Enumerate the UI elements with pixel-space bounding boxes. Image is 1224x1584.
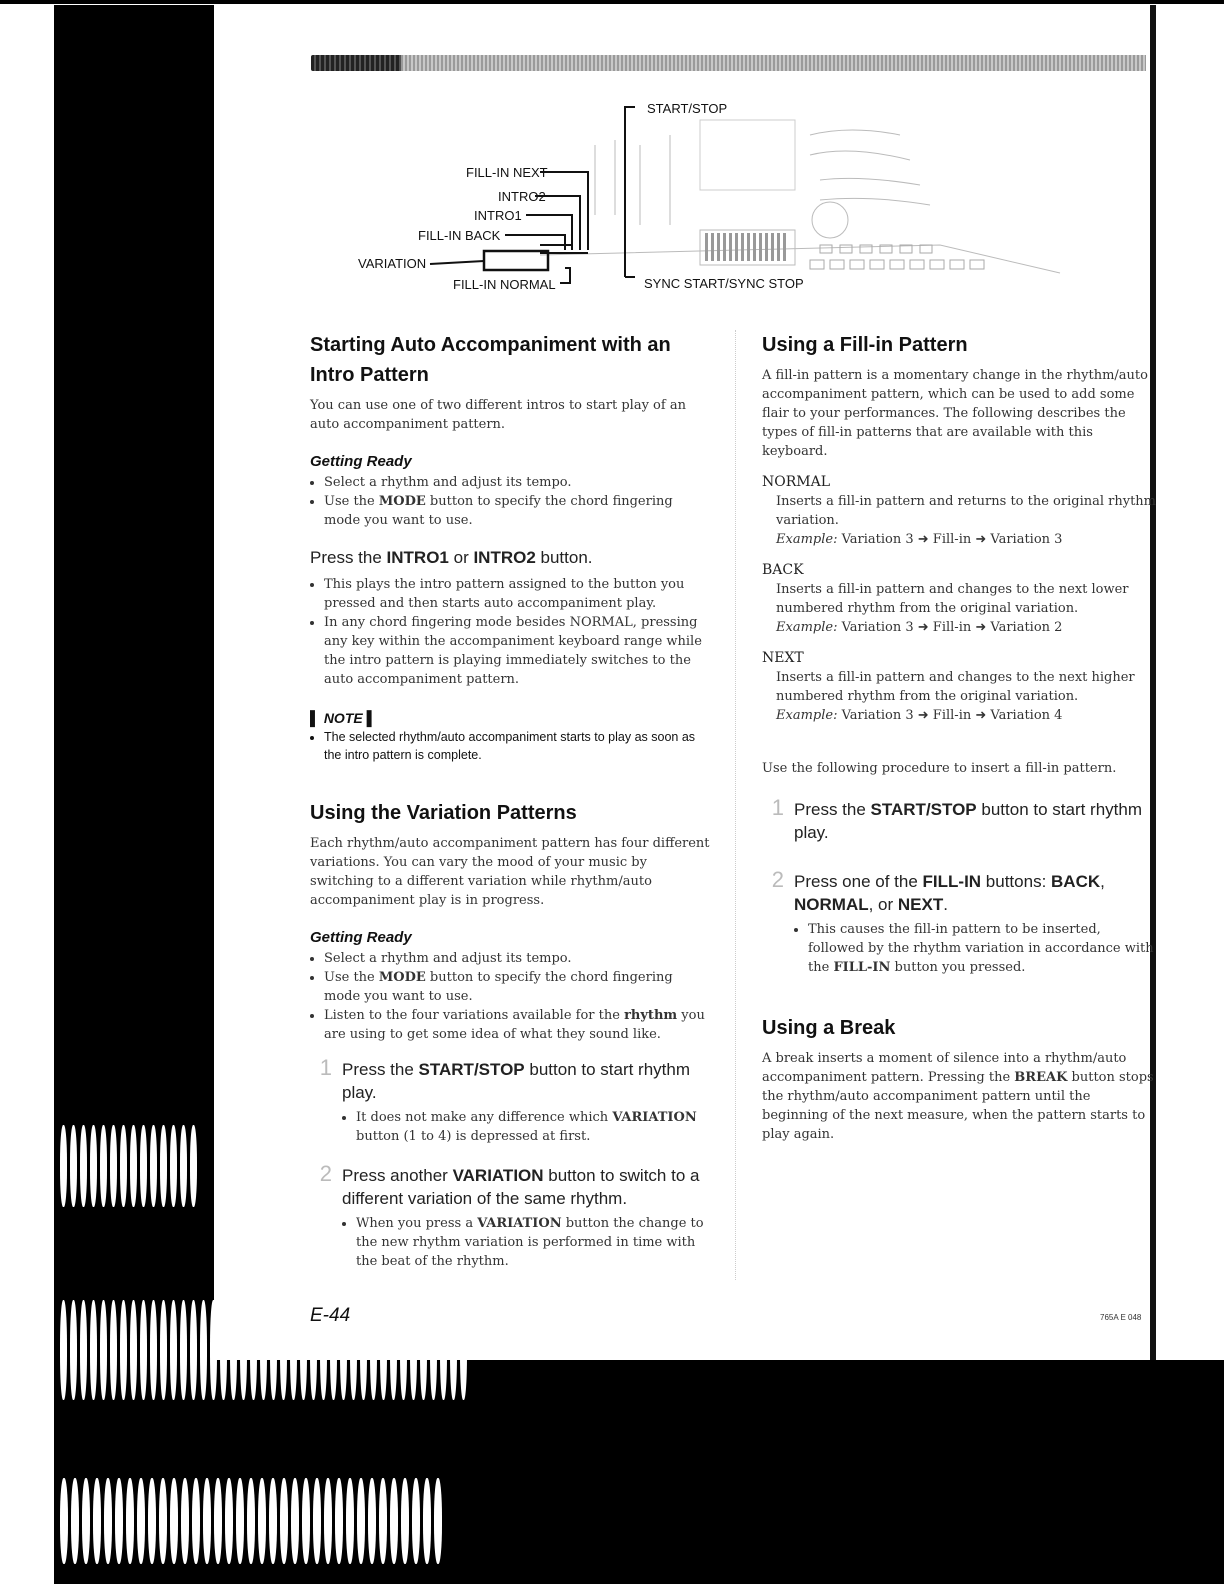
section-title: Using the Variation Patterns bbox=[310, 802, 577, 824]
step-instruction: Press another VARIATION button to switch to a different variation of the same rhythm. bbox=[342, 1166, 700, 1208]
step-instruction: Press the START/STOP button to start rhythm play. bbox=[342, 1060, 691, 1102]
getting-ready-heading: Getting Ready bbox=[310, 929, 412, 946]
label-start-stop: START/STOP bbox=[647, 101, 728, 116]
step-instruction: Press one of the FILL-IN buttons: BACK, NORMAL, or NEXT. bbox=[794, 872, 1105, 914]
paragraph: You can use one of two different intros to start play of an auto accompaniment pattern. bbox=[310, 398, 686, 432]
step-2 bbox=[762, 867, 1157, 977]
list-item: • Select a rhythm and adjust its tempo. bbox=[324, 473, 710, 492]
note-text: • The selected rhythm/auto accompaniment starts to play as soon as the intro pattern is complete. bbox=[324, 728, 710, 764]
label-intro1: INTRO1 bbox=[474, 208, 522, 223]
label-fill-in-back: FILL-IN BACK bbox=[418, 228, 501, 243]
section-title: Starting Auto Accompaniment with an Intro Pattern bbox=[310, 334, 671, 386]
section-title: Using a Break bbox=[762, 1017, 896, 1039]
scan-stripes bbox=[60, 1478, 442, 1564]
break-section bbox=[762, 1013, 1157, 1144]
list-item: • Listen to the four variations available for the rhythm you are using to get some idea of what they sound like. bbox=[324, 1006, 710, 1044]
term-back: BACK bbox=[762, 562, 804, 578]
right-column bbox=[762, 330, 1157, 1144]
example: Example: Variation 3 ➜ Fill-in ➜ Variation 4 bbox=[776, 708, 1063, 723]
variation-section bbox=[310, 798, 710, 1271]
scan-border-top bbox=[0, 0, 1224, 4]
header-bar bbox=[311, 55, 1146, 71]
ready-list bbox=[310, 949, 710, 1044]
ready-list bbox=[310, 473, 710, 530]
example: Example: Variation 3 ➜ Fill-in ➜ Variation 2 bbox=[776, 620, 1063, 635]
step-2 bbox=[310, 1161, 710, 1271]
list-item: • Select a rhythm and adjust its tempo. bbox=[324, 949, 710, 968]
list-item: • When you press a VARIATION button the change to the new rhythm variation is performed in time with the beat of the rhythm. bbox=[356, 1214, 710, 1271]
paragraph: Each rhythm/auto accompaniment pattern has four different variations. You can vary the mood of your music by switching to a different variation while rhythm/auto accompaniment play is in progress. bbox=[310, 836, 710, 908]
step-number: 2 bbox=[771, 867, 784, 892]
list-item: • It does not make any difference which VARIATION button (1 to 4) is depressed at first. bbox=[356, 1108, 710, 1146]
getting-ready-heading: Getting Ready bbox=[310, 453, 412, 470]
keyboard-panel-illustration bbox=[340, 95, 1070, 300]
page-number: E-44 bbox=[310, 1305, 351, 1326]
list-item: • This plays the intro pattern assigned to the button you pressed and then starts auto accompaniment play. bbox=[324, 575, 710, 613]
step-number: 1 bbox=[771, 795, 784, 820]
term-description: Inserts a fill-in pattern and changes to the next higher numbered rhythm from the original variation. bbox=[776, 670, 1135, 704]
paragraph: A fill-in pattern is a momentary change in the rhythm/auto accompaniment pattern, which can be used to add some flair to your performances. The following describes the types of fill-in patterns that are available with this keyboard. bbox=[762, 368, 1148, 459]
step-number: 1 bbox=[319, 1055, 332, 1080]
example: Example: Variation 3 ➜ Fill-in ➜ Variation 3 bbox=[776, 532, 1063, 547]
label-fill-in-normal: FILL-IN NORMAL bbox=[453, 277, 556, 292]
keyboard-panel-diagram bbox=[340, 95, 1070, 300]
list-item: • Use the MODE button to specify the chord fingering mode you want to use. bbox=[324, 968, 710, 1006]
note-heading: ▌ NOTE ▌ bbox=[310, 710, 377, 726]
list-item: • In any chord fingering mode besides NORMAL, pressing any key within the accompaniment keyboard range while the intro pattern is playing immediately switches to the auto accompaniment pattern. bbox=[324, 613, 710, 689]
step-instruction: Press the START/STOP button to start rhythm play. bbox=[794, 800, 1143, 842]
note-block bbox=[310, 709, 710, 764]
column-divider bbox=[735, 330, 737, 1280]
paragraph: Use the following procedure to insert a fill-in pattern. bbox=[762, 761, 1117, 776]
label-variation: VARIATION bbox=[358, 256, 427, 271]
term-description: Inserts a fill-in pattern and returns to the original rhythm variation. bbox=[776, 494, 1156, 528]
term-description: Inserts a fill-in pattern and changes to the next lower numbered rhythm from the original variation. bbox=[776, 582, 1129, 616]
step-1 bbox=[310, 1055, 710, 1146]
step-1 bbox=[762, 795, 1157, 844]
step-instruction: Press the INTRO1 or INTRO2 button. bbox=[310, 548, 593, 567]
label-sync-start-stop: SYNC START/SYNC STOP bbox=[644, 276, 804, 291]
list-item: • This causes the fill-in pattern to be inserted, followed by the rhythm variation in accordance with the FILL-IN button you pressed. bbox=[808, 920, 1157, 977]
step-number: 2 bbox=[319, 1161, 332, 1186]
intro-section bbox=[310, 330, 710, 764]
left-column bbox=[310, 330, 710, 1271]
label-intro2: INTRO2 bbox=[498, 189, 546, 204]
print-code: 765A E 048 bbox=[1100, 1313, 1142, 1322]
fill-in-section bbox=[762, 330, 1157, 977]
section-title: Using a Fill-in Pattern bbox=[762, 334, 968, 356]
scan-stripes bbox=[60, 1125, 197, 1207]
paragraph: A break inserts a moment of silence into a rhythm/auto accompaniment pattern. Pressing the BREAK button stops the rhythm/auto accompaniment pattern until the beginning of the next measure, when the pattern starts to play again. bbox=[762, 1051, 1154, 1142]
term-normal: NORMAL bbox=[762, 474, 831, 490]
step-notes bbox=[310, 575, 710, 689]
term-next: NEXT bbox=[762, 650, 804, 666]
list-item: • Use the MODE button to specify the chord fingering mode you want to use. bbox=[324, 492, 710, 530]
label-fill-in-next: FILL-IN NEXT bbox=[466, 165, 548, 180]
